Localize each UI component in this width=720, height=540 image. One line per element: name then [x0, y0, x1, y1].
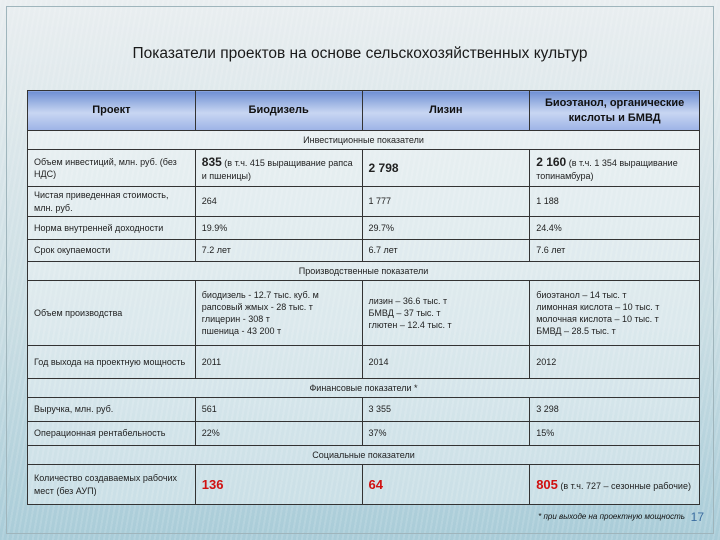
- table-row: Операционная рентабельность 22% 37% 15%: [28, 422, 700, 446]
- section-row: Инвестиционные показатели: [28, 131, 700, 150]
- projects-table: [27, 90, 700, 505]
- table-row: Чистая приведенная стоимость, млн. руб. 264 1 777 1 188: [28, 187, 700, 217]
- section-row: Финансовые показатели *: [28, 379, 700, 398]
- header-biodiesel: Биодизель: [195, 91, 362, 131]
- table-row: Объем инвестиций, млн. руб. (без НДС) 835 (в т.ч. 415 выращивание рапса и пшеницы) 2 798 2 160 (в т.ч. 1 354 выращивание топинамбура): [28, 150, 700, 187]
- slide-title: Показатели проектов на основе сельскохозяйственных культур: [132, 45, 588, 62]
- table-row: Объем производства биодизель - 12.7 тыс. куб. м рапсовый жмых - 28 тыс. т глицерин - 308 т пшеница - 43 200 т лизин – 36.6 тыс. т БМВД – 37 тыс. т глютен – 12.4 тыс. т биоэтанол – 14 тыс. т лимонная кислота – 10 тыс. т молочная кислота – 10 тыс. т БМВД – 28.5 тыс. т: [28, 281, 700, 346]
- section-row: Производственные показатели: [28, 262, 700, 281]
- header-row: [28, 91, 700, 131]
- section-row: Социальные показатели: [28, 446, 700, 465]
- table-row: Норма внутренней доходности 19.9% 29.7% 24.4%: [28, 217, 700, 240]
- header-project: Проект: [28, 91, 196, 131]
- header-lysine: Лизин: [362, 91, 530, 131]
- table-row: Выручка, млн. руб. 561 3 355 3 298: [28, 398, 700, 422]
- table-row: Год выхода на проектную мощность 2011 2014 2012: [28, 346, 700, 379]
- table-row: Количество создаваемых рабочих мест (без АУП) 136 64 805 (в т.ч. 727 – сезонные рабочие): [28, 465, 700, 505]
- page-number: 17: [690, 510, 704, 524]
- table-row: Срок окупаемости 7.2 лет 6.7 лет 7.6 лет: [28, 240, 700, 262]
- header-bioethanol: Биоэтанол, органические кислоты и БМВД: [530, 91, 700, 131]
- footnote: * при выходе на проектную мощность: [538, 512, 685, 521]
